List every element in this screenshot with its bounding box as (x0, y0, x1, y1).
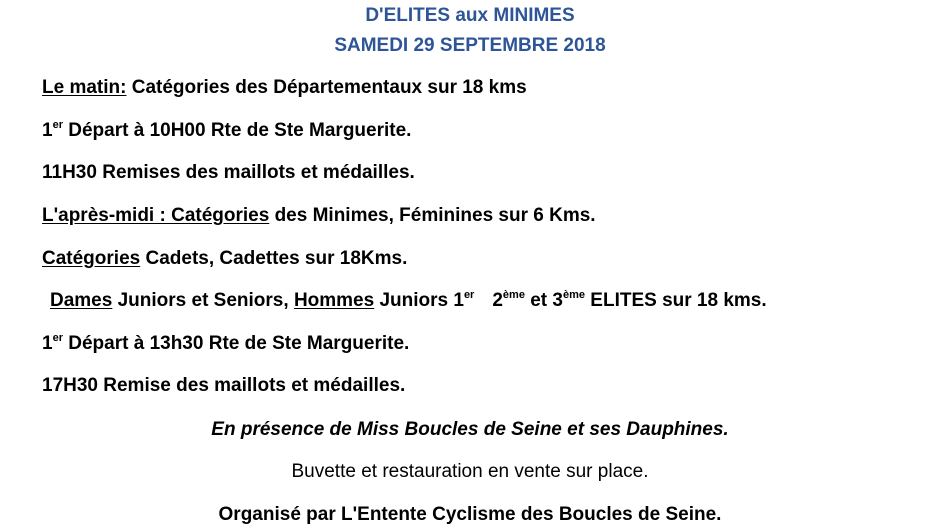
title-date: SAMEDI 29 SEPTEMBRE 2018 (334, 35, 606, 56)
morning-depart-sup: er (52, 119, 63, 131)
morning-remise-line: 11H30 Remises des maillots et médailles. (42, 162, 415, 183)
second-number: 2 (492, 290, 503, 311)
morning-categories-text: Catégories des Départementaux sur 18 kms (126, 77, 527, 98)
morning-depart-line (42, 119, 411, 143)
hommes-text: Juniors 1 (374, 290, 464, 311)
morning-categories-line (42, 76, 527, 100)
cadets-text: Cadets, Cadettes sur 18Kms. (140, 248, 408, 269)
afternoon-depart-line (42, 332, 409, 356)
morning-label: Le matin: (42, 77, 127, 98)
morning-depart-number: 1 (42, 120, 53, 141)
cadets-label: Catégories (42, 248, 141, 269)
title-line-1: D'ELITES aux MINIMES (365, 5, 575, 26)
afternoon-depart-text: Départ à 13h30 Rte de Ste Marguerite. (62, 333, 410, 354)
elites-line (50, 289, 767, 313)
afternoon-remise-line: 17H30 Remise des maillots et médailles. (42, 375, 406, 396)
hommes-label: Hommes (293, 290, 375, 311)
elites-text: ELITES sur 18 kms. (585, 290, 767, 311)
organise-line: Organisé par L'Entente Cyclisme des Boucles de Seine. (218, 504, 722, 525)
afternoon-categories-text: des Minimes, Féminines sur 6 Kms. (269, 205, 596, 226)
afternoon-depart-number: 1 (42, 333, 53, 354)
cadets-line (42, 247, 407, 271)
buvette-line: Buvette et restauration en vente sur place. (291, 461, 649, 482)
second-sup: ème (502, 289, 525, 301)
presence-line: En présence de Miss Boucles de Seine et ses Dauphines. (211, 419, 729, 440)
afternoon-depart-sup: er (52, 332, 63, 344)
first-sup: er (463, 289, 475, 301)
dames-label: Dames (50, 290, 113, 311)
and-third: et 3 (524, 290, 563, 311)
third-sup: ème (562, 289, 586, 301)
afternoon-label: L'après-midi : Catégories (42, 205, 270, 226)
afternoon-categories-line (42, 204, 596, 228)
morning-depart-text: Départ à 10H00 Rte de Ste Marguerite. (62, 120, 412, 141)
dames-text: Juniors et Seniors, (112, 290, 294, 311)
